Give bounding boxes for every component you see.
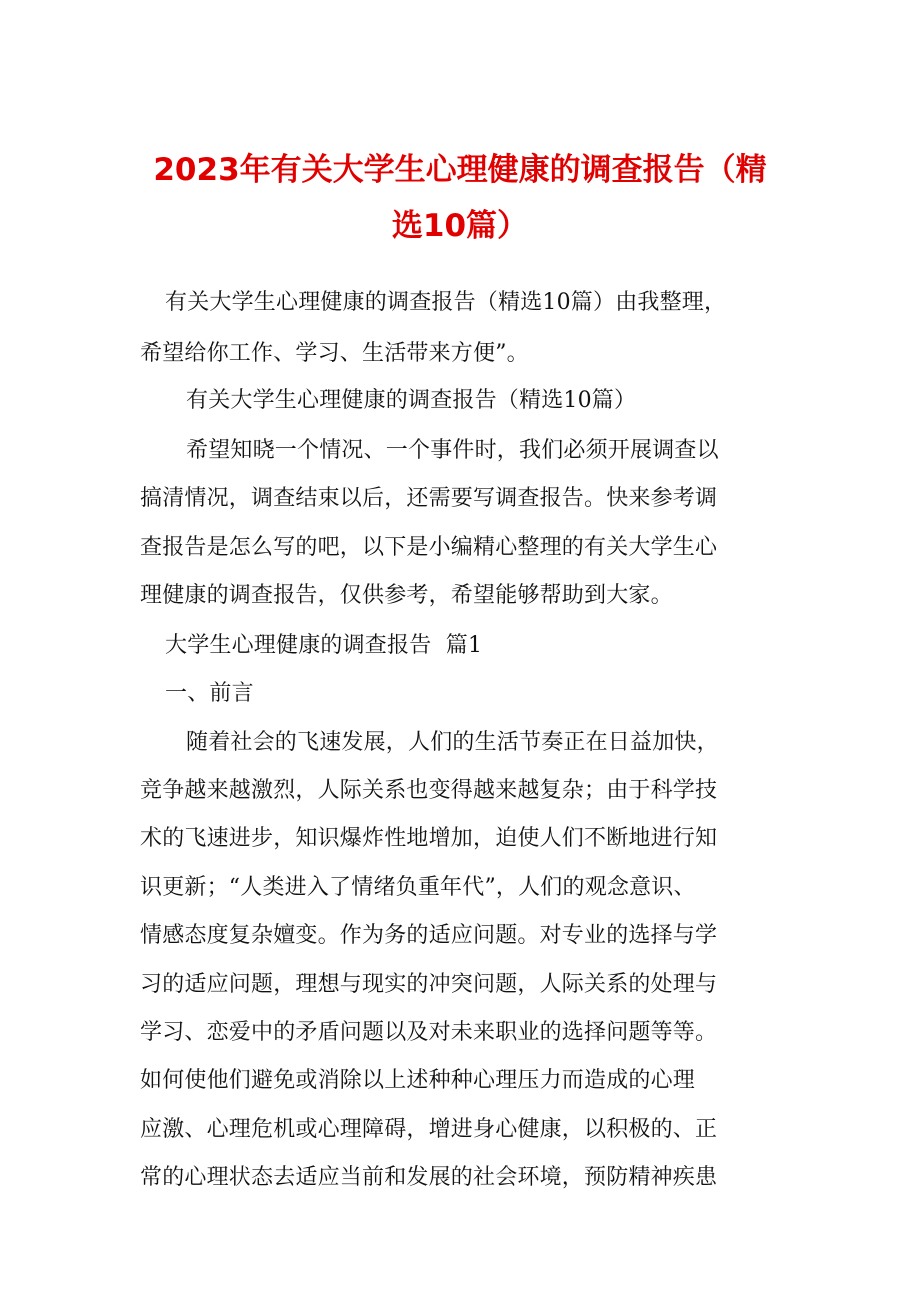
- intro-line-2: 希望给你工作、学习、生活带来方便”。: [140, 341, 529, 366]
- para2-line-1: 随着社会的飞速发展，人们的生活节奏正在日益加快，: [186, 730, 719, 755]
- para2-line-9: 应激、心理危机或心理障碍，增进身心健康，以积极的、正: [140, 1117, 718, 1142]
- subtitle-line: 有关大学生心理健康的调查报告（精选10篇）: [186, 388, 637, 413]
- para2-line-7: 学习、恋爱中的矛盾问题以及对未来职业的选择问题等等。: [140, 1020, 718, 1045]
- para2-line-4: 识更新；“人类进入了情绪负重年代”，人们的观念意识、: [140, 875, 696, 900]
- para2-line-8: 如何使他们避免或消除以上述种种心理压力而造成的心理: [140, 1068, 696, 1093]
- document-title-line-2: 选10篇）: [391, 208, 529, 244]
- para2-line-10: 常的心理状态去适应当前和发展的社会环境，预防精神疾患: [140, 1165, 718, 1190]
- para2-line-2: 竞争越来越激烈，人际关系也变得越来越复杂；由于科学技: [140, 778, 718, 803]
- subsection-heading: 一、前言: [165, 681, 254, 706]
- section-heading: 大学生心理健康的调查报告 篇1: [165, 633, 483, 658]
- para1-line-1: 希望知晓一个情况、一个事件时，我们必须开展调查以: [186, 438, 719, 463]
- para1-line-3: 查报告是怎么写的吧，以下是小编精心整理的有关大学生心: [140, 535, 718, 560]
- para2-line-3: 术的飞速进步，知识爆炸性地增加，迫使人们不断地进行知: [140, 826, 718, 851]
- para1-line-2: 搞清情况，调查结束以后，还需要写调查报告。快来参考调: [140, 486, 718, 511]
- para2-line-5: 情感态度复杂嬗变。作为务的适应问题。对专业的选择与学: [140, 923, 718, 948]
- para2-line-6: 习的适应问题，理想与现实的冲突问题，人际关系的处理与: [140, 972, 718, 997]
- para1-line-4: 理健康的调查报告，仅供参考，希望能够帮助到大家。: [140, 583, 673, 608]
- document-title-line-1: 2023年有关大学生心理健康的调查报告（精: [153, 152, 767, 188]
- intro-line-1: 有关大学生心理健康的调查报告（精选10篇）由我整理，: [165, 290, 727, 315]
